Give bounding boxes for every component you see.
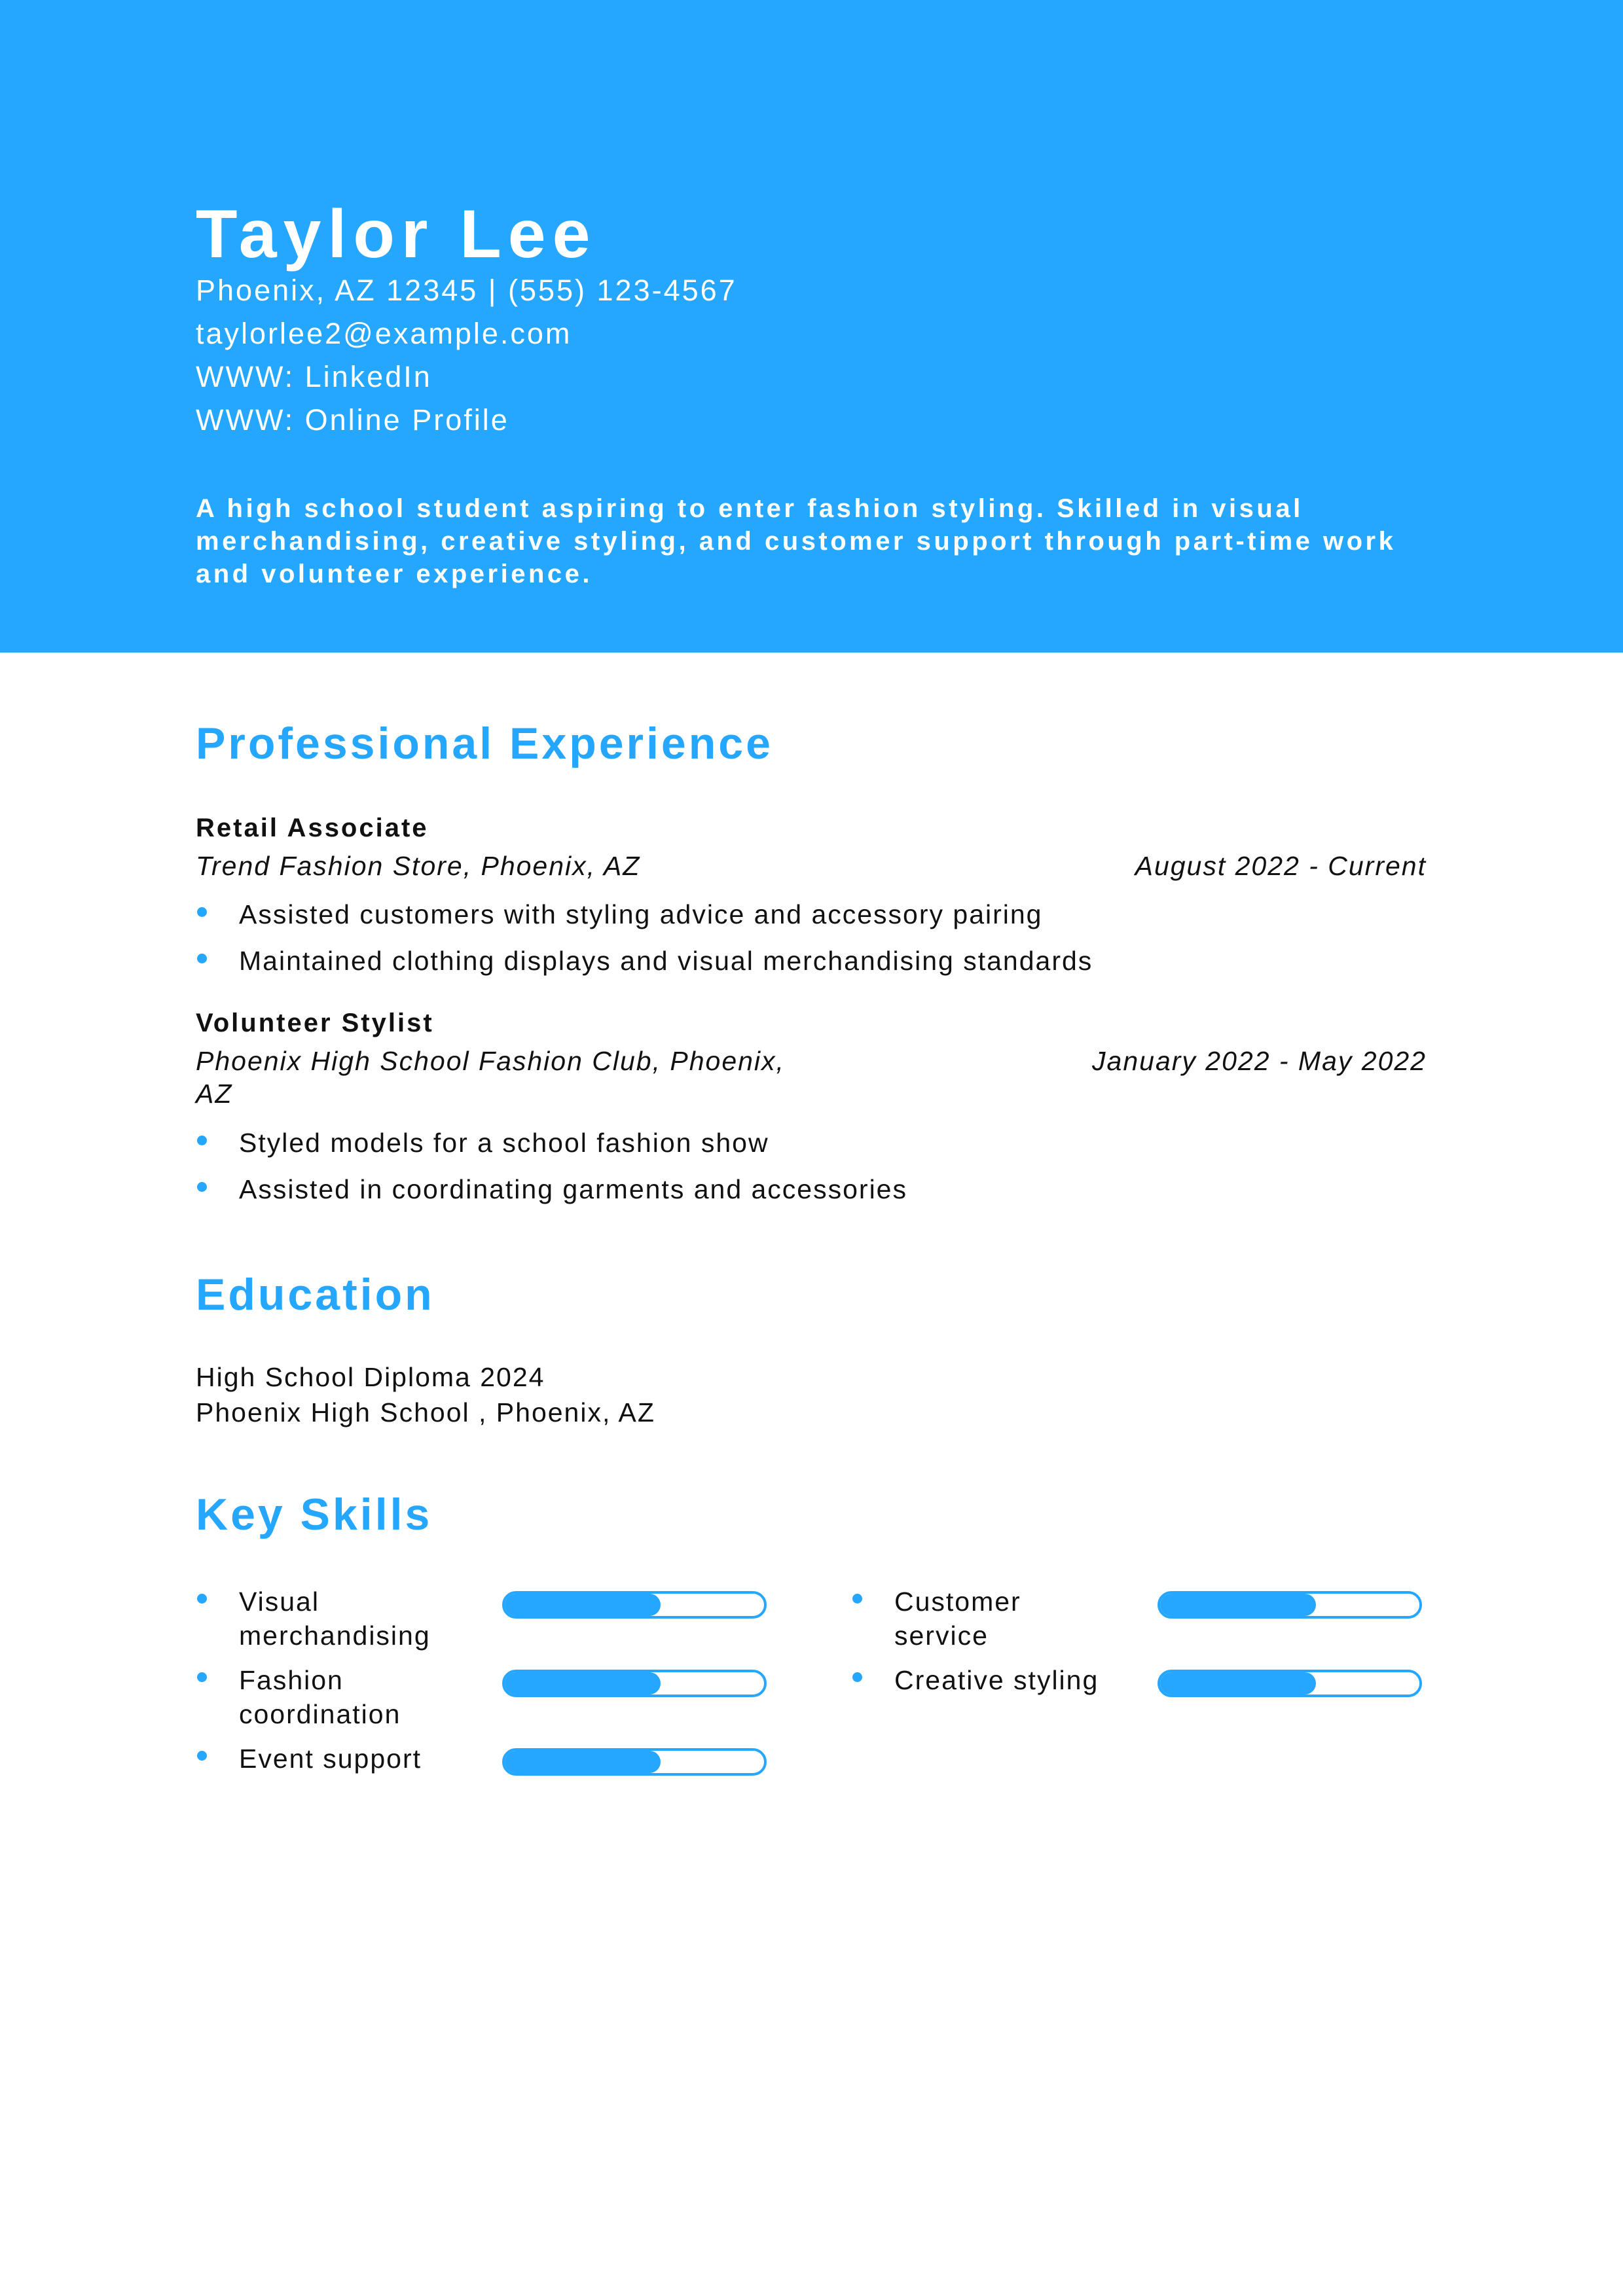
skill-label: Customer service [894,1587,1021,1651]
job-dates: January 2022 - May 2022 [1092,1046,1427,1076]
contact-online-profile[interactable]: WWW: Online Profile [196,403,509,437]
contact-email[interactable]: taylorlee2@example.com [196,317,572,350]
education-degree: High School Diploma 2024 [196,1362,545,1392]
header-banner [0,0,1623,653]
job-dates: August 2022 - Current [1135,851,1427,881]
job-title: Volunteer Stylist [196,1009,434,1037]
bullet-text: Maintained clothing displays and visual merchandising standards [239,946,1093,976]
bullet-text: Styled models for a school fashion show [239,1128,769,1158]
bullet-icon [197,1182,207,1192]
bullet-icon [197,1672,207,1682]
skill-level-fill [505,1751,661,1773]
job-title: Retail Associate [196,814,429,842]
skill-label: Creative styling [894,1665,1099,1695]
job-company: Trend Fashion Store, Phoenix, AZ [196,851,641,881]
education-school: Phoenix High School , Phoenix, AZ [196,1397,655,1427]
candidate-name: Taylor Lee [196,196,597,272]
skill-level-bar [502,1591,767,1619]
contact-address-phone: Phoenix, AZ 12345 | (555) 123-4567 [196,274,737,307]
skill-level-fill [1160,1672,1316,1695]
bullet-icon [197,907,207,917]
skill-level-fill [505,1594,661,1616]
skill-level-bar [502,1748,767,1776]
skill-level-fill [1160,1594,1316,1616]
skill-level-bar [1158,1591,1422,1619]
bullet-icon [197,954,207,963]
education-section-title: Education [196,1270,435,1319]
experience-section-title: Professional Experience [196,719,773,768]
bullet-text: Assisted customers with styling advice and accessory pairing [239,899,1043,929]
bullet-text: Assisted in coordinating garments and accessories [239,1174,907,1204]
skills-section-title: Key Skills [196,1490,433,1539]
skill-label: Visual merchandising [239,1587,431,1651]
skill-label: Fashion coordination [239,1665,401,1729]
bullet-icon [197,1751,207,1761]
skill-level-bar [502,1670,767,1697]
bullet-icon [197,1594,207,1604]
bullet-icon [852,1594,862,1604]
contact-linkedin[interactable]: WWW: LinkedIn [196,360,432,393]
bullet-icon [852,1672,862,1682]
bullet-icon [197,1136,207,1145]
professional-summary: A high school student aspiring to enter fashion styling. Skilled in visual merchandising, creative styling, and customer support through part-time work and volunteer experience. [196,494,1396,588]
skill-level-fill [505,1672,661,1695]
skill-label: Event support [239,1744,422,1774]
skill-level-bar [1158,1670,1422,1697]
job-company: Phoenix High School Fashion Club, Phoenix, AZ [196,1046,785,1109]
